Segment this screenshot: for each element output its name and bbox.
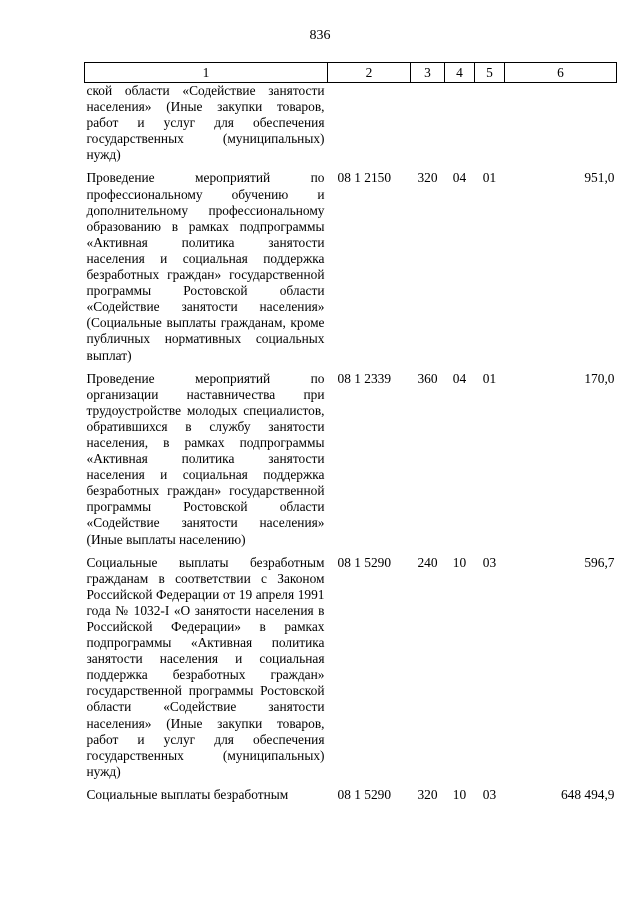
row-expense-type: 320	[417, 786, 438, 802]
table-row	[85, 364, 617, 548]
table-row	[85, 780, 617, 803]
row-section: 10	[452, 786, 467, 802]
row-section: 04	[452, 370, 467, 386]
budget-table	[84, 62, 617, 803]
row-description: Социальные выплаты безработным	[86, 786, 289, 802]
row-expense-type	[411, 83, 445, 164]
page-number: 836	[309, 28, 331, 43]
row-amount: 596,7	[584, 554, 615, 570]
row-expense-type: 240	[417, 554, 438, 570]
row-description: Социальные выплаты безработным гражданам в соответствии с Законом Российской Федерации от 19 апреля 1991 года № 1032-I «О занятости населения в Российской Федерации» в рамках подпрограммы «Активная политика занятости населения и социальная поддержка безработных граждан» государственной программы Ростовской области «Содействие занятости населения» (Иные закупки товаров, работ и услуг для обеспечения государственных (муниципальных) нужд)	[86, 554, 325, 779]
row-subsection	[475, 83, 505, 164]
column-header: 5	[475, 63, 505, 83]
table-header-row	[85, 63, 617, 83]
row-description: Проведение мероприятий по профессиональному обучению и дополнительному профессиональному образованию в рамках подпрограммы «Активная политика занятости населения и социальная поддержка безработных граждан» государственной программы Ростовской области «Содействие занятости населения» (Социальные выплаты гражданам, кроме публичных нормативных социальных выплат)	[86, 170, 325, 363]
table-row	[85, 163, 617, 363]
column-header: 1	[85, 63, 328, 83]
row-subsection: 01	[482, 370, 497, 386]
row-section	[445, 83, 475, 164]
row-description: ской области «Содействие занятости населения» (Иные закупки товаров, работ и услуг для обеспечения государственных (муниципальных) нужд)	[86, 83, 325, 163]
row-target-code: 08 1 5290	[337, 554, 392, 570]
row-subsection: 01	[482, 170, 497, 186]
row-target-code: 08 1 5290	[337, 786, 392, 802]
row-subsection: 03	[482, 786, 497, 802]
column-header: 3	[411, 63, 445, 83]
table-row	[85, 548, 617, 780]
column-header: 6	[505, 63, 617, 83]
row-amount	[505, 83, 617, 164]
row-target-code: 08 1 2339	[337, 370, 392, 386]
row-amount: 170,0	[584, 370, 615, 386]
row-section: 04	[452, 170, 467, 186]
row-target-code: 08 1 2150	[337, 170, 392, 186]
row-section: 10	[452, 554, 467, 570]
row-expense-type: 360	[417, 370, 438, 386]
row-expense-type: 320	[417, 170, 438, 186]
row-amount: 648 494,9	[560, 786, 615, 802]
row-target-code	[328, 83, 411, 164]
table-row	[85, 83, 617, 164]
row-description: Проведение мероприятий по организации наставничества при трудоустройстве молодых специалистов, обратившихся в службу занятости населения, в рамках подпрограммы «Активная политика занятости населения и социальная поддержка безработных граждан» государственной программы Ростовской области «Содействие занятости населения» (Иные выплаты населению)	[86, 370, 325, 547]
row-subsection: 03	[482, 554, 497, 570]
column-header: 2	[328, 63, 411, 83]
column-header: 4	[445, 63, 475, 83]
row-amount: 951,0	[584, 170, 615, 186]
